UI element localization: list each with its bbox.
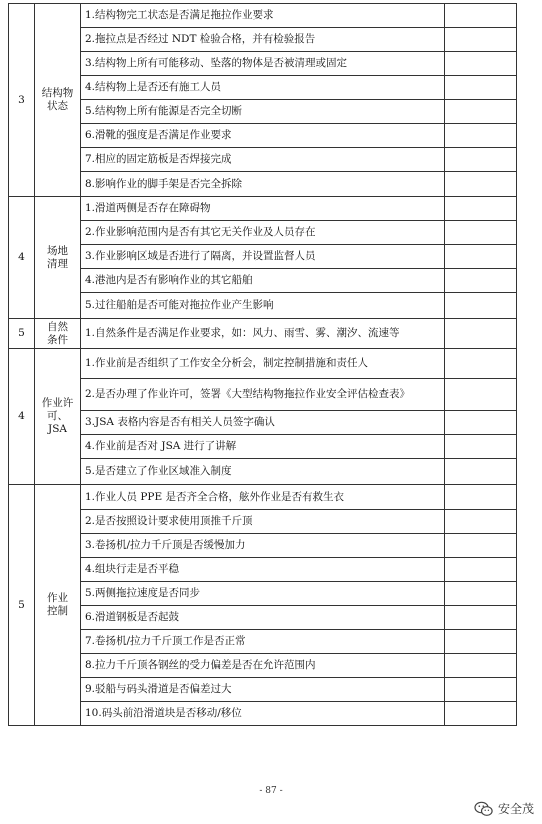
section-category: 作业 控制: [35, 485, 81, 726]
table-row: [9, 100, 517, 124]
wechat-icon: [474, 801, 494, 817]
page-number: - 87 -: [259, 786, 283, 796]
table-row: [9, 582, 517, 606]
result-cell: [445, 510, 517, 534]
section-number: 5: [9, 485, 35, 726]
table-row: [9, 485, 517, 510]
checklist-item: 2.是否按照设计要求使用顶推千斤顶: [81, 510, 445, 534]
table-row: [9, 76, 517, 100]
checklist-item: 8.拉力千斤顶各钢丝的受力偏差是否在允许范围内: [81, 654, 445, 678]
table-row: [9, 4, 517, 28]
table-row: [9, 678, 517, 702]
table-row: [9, 293, 517, 319]
section-category: 自然 条件: [35, 319, 81, 349]
checklist-item: 2.作业影响范围内是否有其它无关作业及人员存在: [81, 221, 445, 245]
watermark-text: 安全茂: [497, 802, 534, 816]
checklist-item: 1.自然条件是否满足作业要求，如：风力、雨雪、雾、潮汐、流速等: [81, 319, 445, 349]
table-row: [9, 221, 517, 245]
result-cell: [445, 221, 517, 245]
checklist-item: 1.作业人员 PPE 是否齐全合格，舷外作业是否有救生衣: [81, 485, 445, 510]
table-row: [9, 28, 517, 52]
checklist-item: 2.拖拉点是否经过 NDT 检验合格，并有检验报告: [81, 28, 445, 52]
checklist-item: 5.两侧拖拉速度是否同步: [81, 582, 445, 606]
result-cell: [445, 293, 517, 319]
section-category: 结构物 状态: [35, 4, 81, 197]
result-cell: [445, 558, 517, 582]
checklist-item: 7.相应的固定筋板是否焊接完成: [81, 148, 445, 172]
checklist-item: 9.驳船与码头滑道是否偏差过大: [81, 678, 445, 702]
result-cell: [445, 349, 517, 379]
result-cell: [445, 100, 517, 124]
result-cell: [445, 4, 517, 28]
result-cell: [445, 411, 517, 435]
checklist-item: 8.影响作业的脚手架是否完全拆除: [81, 172, 445, 197]
result-cell: [445, 148, 517, 172]
table-row: [9, 319, 517, 349]
table-row: [9, 197, 517, 221]
checklist-item: 4.作业前是否对 JSA 进行了讲解: [81, 435, 445, 459]
table-row: [9, 411, 517, 435]
checklist-item: 3.卷扬机/拉力千斤顶是否缓慢加力: [81, 534, 445, 558]
checklist-item: 10.码头前沿滑道块是否移动/移位: [81, 702, 445, 726]
table-row: [9, 172, 517, 197]
checklist-item: 7.卷扬机/拉力千斤顶工作是否正常: [81, 630, 445, 654]
checklist-item: 4.组块行走是否平稳: [81, 558, 445, 582]
result-cell: [445, 606, 517, 630]
result-cell: [445, 654, 517, 678]
checklist-item: 1.结构物完工状态是否满足拖拉作业要求: [81, 4, 445, 28]
table-row: [9, 558, 517, 582]
table-row: [9, 630, 517, 654]
table-row: [9, 702, 517, 726]
section-number: 4: [9, 197, 35, 319]
result-cell: [445, 197, 517, 221]
checklist-item: 5.是否建立了作业区域准入制度: [81, 459, 445, 485]
checklist-item: 5.结构物上所有能源是否完全切断: [81, 100, 445, 124]
section-category: 作业许 可、 JSA: [35, 349, 81, 485]
table-row: [9, 148, 517, 172]
section-category: 场地 清理: [35, 197, 81, 319]
result-cell: [445, 319, 517, 349]
checklist-item: 3.JSA 表格内容是否有相关人员签字确认: [81, 411, 445, 435]
result-cell: [445, 534, 517, 558]
checklist-item: 1.滑道两侧是否存在障碍物: [81, 197, 445, 221]
table-row: [9, 269, 517, 293]
table-row: [9, 459, 517, 485]
result-cell: [445, 52, 517, 76]
table-row: [9, 379, 517, 411]
result-cell: [445, 702, 517, 726]
checklist-item: 2.是否办理了作业许可，签署《大型结构物拖拉作业安全评估检查表》: [81, 379, 445, 411]
result-cell: [445, 379, 517, 411]
result-cell: [445, 245, 517, 269]
watermark: [474, 800, 534, 817]
safety-checklist-table: [8, 3, 517, 726]
checklist-item: 4.结构物上是否还有施工人员: [81, 76, 445, 100]
section-number: 5: [9, 319, 35, 349]
result-cell: [445, 76, 517, 100]
checklist-item: 5.过往船舶是否可能对拖拉作业产生影响: [81, 293, 445, 319]
table-row: [9, 349, 517, 379]
table-row: [9, 124, 517, 148]
section-number: 3: [9, 4, 35, 197]
result-cell: [445, 630, 517, 654]
checklist-item: 6.滑靴的强度是否满足作业要求: [81, 124, 445, 148]
checklist-item: 3.结构物上所有可能移动、坠落的物体是否被清理或固定: [81, 52, 445, 76]
section-number: 4: [9, 349, 35, 485]
table-row: [9, 435, 517, 459]
checklist-item: 1.作业前是否组织了工作安全分析会，制定控制措施和责任人: [81, 349, 445, 379]
table-row: [9, 606, 517, 630]
result-cell: [445, 172, 517, 197]
result-cell: [445, 678, 517, 702]
table-row: [9, 510, 517, 534]
result-cell: [445, 28, 517, 52]
table-row: [9, 245, 517, 269]
result-cell: [445, 582, 517, 606]
table-row: [9, 52, 517, 76]
table-row: [9, 654, 517, 678]
result-cell: [445, 269, 517, 293]
result-cell: [445, 435, 517, 459]
checklist-item: 6.滑道钢板是否起鼓: [81, 606, 445, 630]
checklist-item: 4.港池内是否有影响作业的其它船舶: [81, 269, 445, 293]
result-cell: [445, 485, 517, 510]
table-row: [9, 534, 517, 558]
result-cell: [445, 459, 517, 485]
result-cell: [445, 124, 517, 148]
checklist-item: 3.作业影响区域是否进行了隔离，并设置监督人员: [81, 245, 445, 269]
